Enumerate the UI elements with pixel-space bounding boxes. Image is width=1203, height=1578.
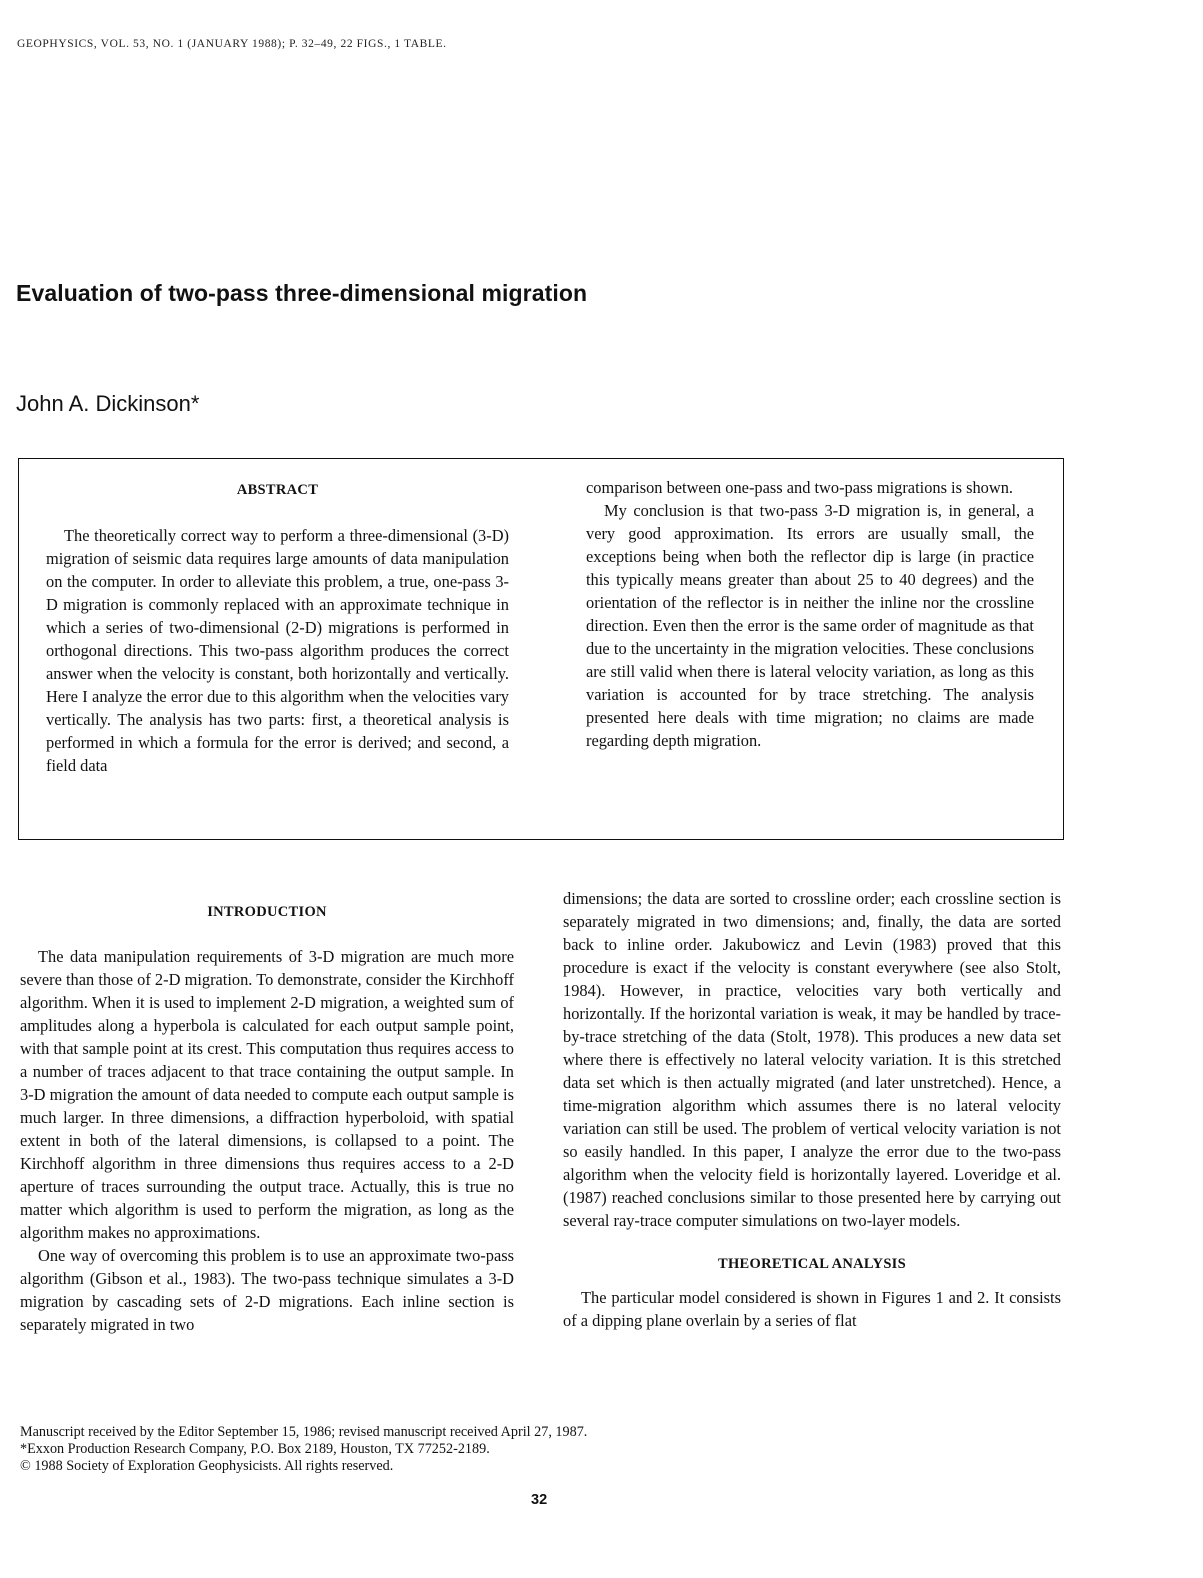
article-title: Evaluation of two-pass three-dimensional migration (16, 280, 588, 306)
footnotes (20, 1424, 587, 1475)
abstract-paragraph: My conclusion is that two-pass 3-D migration is, in general, a very good approximation. Its errors are usually small, the exceptions being when both the reflector dip is large (in practice this typically means greater than about 25 to 40 degrees) and the orientation of the reflector is in neither the inline nor the crossline direction. Even then the error is the same order of magnitude as that due to the uncertainty in the migration velocities. These conclusions are still valid when there is lateral velocity variation, as long as this variation is accounted for by trace stretching. The analysis presented here deals with time migration; no claims are made regarding depth migration. (586, 501, 1034, 750)
footnote-received: Manuscript received by the Editor September 15, 1986; revised manuscript received April 27, 1987. (20, 1424, 588, 1440)
abstract-right-column (586, 476, 1034, 752)
theoretical-analysis-heading: THEORETICAL ANALYSIS (718, 1256, 906, 1272)
body-right-column (563, 887, 1061, 1332)
abstract-paragraph: comparison between one-pass and two-pass migrations is shown. (586, 478, 1013, 497)
footnote-copyright: © 1988 Society of Exploration Geophysicists. All rights reserved. (20, 1458, 394, 1474)
introduction-heading: INTRODUCTION (207, 904, 327, 920)
abstract-left-column (46, 479, 509, 777)
body-paragraph: One way of overcoming this problem is to use an approximate two-pass algorithm (Gibson et al., 1983). The two-pass technique simulates a 3-D migration by cascading sets of 2-D migrations. Each inline section is separately migrated in two (20, 1246, 514, 1334)
footnote-affiliation: *Exxon Production Research Company, P.O. Box 2189, Houston, TX 77252-2189. (20, 1441, 490, 1457)
body-paragraph: dimensions; the data are sorted to crossline order; each crossline section is separately migrated in two dimensions; and, finally, the data are sorted back to inline order. Jakubowicz and Levin (1983) proved that this procedure is exact if the velocity is constant everywhere (see also Stolt, 1984). However, in practice, velocities vary both vertically and horizontally. If the horizontal variation is weak, it may be handled by trace-by-trace stretching of the data (Stolt, 1978). This produces a new data set where there is effectively no lateral velocity variation. It is this stretched data set which is then actually migrated (and later unstretched). Hence, a time-migration algorithm which assumes there is no lateral velocity variation can still be used. The problem of vertical velocity variation is not so easily handled. In this paper, I analyze the error due to the two-pass algorithm when the velocity field is horizontally layered. Loveridge et al. (1987) reached conclusions similar to those presented here by carrying out several ray-trace computer simulations on two-layer models. (563, 889, 1061, 1230)
running-head: GEOPHYSICS, VOL. 53, NO. 1 (JANUARY 1988); P. 32–49, 22 FIGS., 1 TABLE. (17, 38, 447, 50)
body-left-column (20, 901, 514, 1336)
abstract-paragraph: The theoretically correct way to perform a three-dimensional (3-D) migration of seismic data requires large amounts of data manipulation on the computer. In order to alleviate this problem, a true, one-pass 3-D migration is commonly replaced with an approximate technique in which a series of two-dimensional (2-D) migrations is performed in orthogonal directions. This two-pass algorithm produces the correct answer when the velocity is constant, both horizontally and vertically. Here I analyze the error due to this algorithm when the velocities vary vertically. The analysis has two parts: first, a theoretical analysis is performed in which a formula for the error is derived; and second, a field data (46, 526, 509, 775)
page-number: 32 (531, 1492, 548, 1508)
body-paragraph: The particular model considered is shown in Figures 1 and 2. It consists of a dipping plane overlain by a series of flat (563, 1288, 1061, 1330)
abstract-box (18, 458, 1064, 840)
abstract-heading: ABSTRACT (236, 482, 319, 498)
author-name: John A. Dickinson* (16, 391, 200, 416)
body-paragraph: The data manipulation requirements of 3-D migration are much more severe than those of 2-D migration. To demonstrate, consider the Kirchhoff algorithm. When it is used to implement 2-D migration, a weighted sum of amplitudes along a hyperbola is calculated for each output sample point, with that sample point at its crest. This computation thus requires access to a number of traces adjacent to that trace containing the output sample. In 3-D migration the amount of data needed to compute each output sample is much larger. In three dimensions, a diffraction hyperboloid, with spatial extent in both of the lateral dimensions, is collapsed to a point. The Kirchhoff algorithm in three dimensions thus requires access to a 2-D aperture of traces surrounding the output trace. Actually, this is true no matter which algorithm is used to perform the migration, as long as the algorithm makes no approximations. (20, 947, 514, 1242)
